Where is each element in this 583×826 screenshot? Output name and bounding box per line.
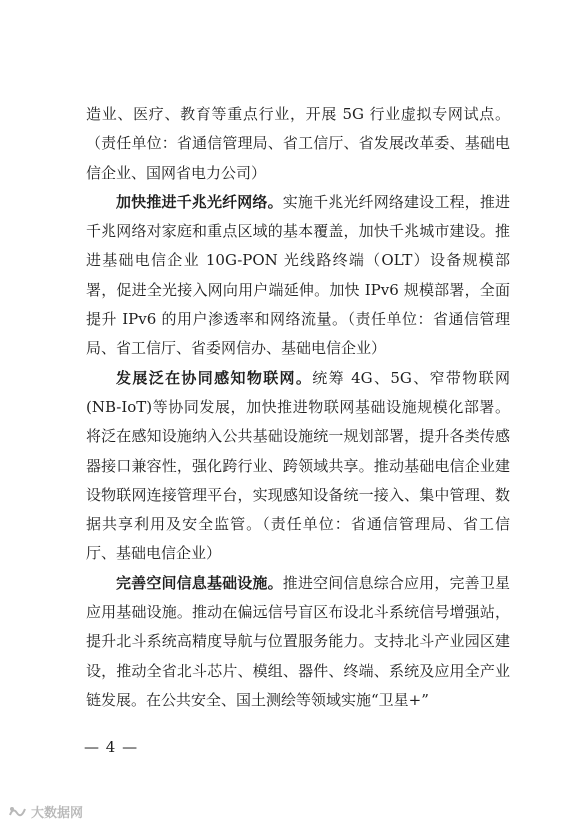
watermark: [8, 803, 89, 821]
paragraph-text: 推进空间信息综合应用，完善卫星应用基础设施。推动在偏远信号盲区布设北斗系统信号增强站，提升北斗系统高精度导航与位置服务能力。支持北斗产业园区建设，推动全省北斗芯片、模组、器件、终端、系统及应用全产业链发展。在公共安全、国土测绘等领域实施“卫星+”: [86, 573, 510, 709]
paragraph-5g-virtual-network: [86, 100, 510, 188]
paragraph-gigabit-fiber: [86, 188, 510, 364]
document-body: [86, 100, 510, 715]
paragraph-lead: 加快推进千兆光纤网络。: [116, 192, 283, 211]
paragraph-lead: 发展泛在协同感知物联网。: [116, 368, 313, 387]
svg-text:大数据网: 大数据网: [31, 806, 84, 820]
paragraph-text: 造业、医疗、教育等重点行业，开展 5G 行业虚拟专网试点。（责任单位：省通信管理局、省工信厅、省发展改革委、基础电信企业、国网省电力公司）: [86, 105, 510, 182]
paragraph-space-info: [86, 569, 510, 715]
paragraph-lead: 完善空间信息基础设施。: [116, 573, 283, 592]
wave-logo-icon: [8, 804, 28, 820]
paragraph-text: 实施千兆光纤网络建设工程，推进千兆网络对家庭和重点区域的基本覆盖，加快千兆城市建设。推进基础电信企业 10G-PON 光线路终端（OLT）设备规模部署，促进全光接入网向用户端延伸。加快 IPv6 规模部署，全面提升 IPv6 的用户渗透率和网络流量。（责任单位：省通信管理局、省工信厅、省委网信办、基础电信企业）: [86, 192, 510, 358]
page-number: — 4 —: [84, 738, 139, 756]
paragraph-text: 统筹 4G、5G、窄带物联网(NB-IoT)等协同发展，加快推进物联网基础设施规模化部署。将泛在感知设施纳入公共基础设施统一规划部署，提升各类传感器接口兼容性，强化跨行业、跨领域共享。推动基础电信企业建设物联网连接管理平台，实现感知设备统一接入、集中管理、数据共享利用及安全监管。（责任单位：省通信管理局、省工信厅、基础电信企业）: [86, 368, 510, 563]
paragraph-iot: [86, 364, 510, 569]
watermark-logotype: [31, 804, 89, 820]
